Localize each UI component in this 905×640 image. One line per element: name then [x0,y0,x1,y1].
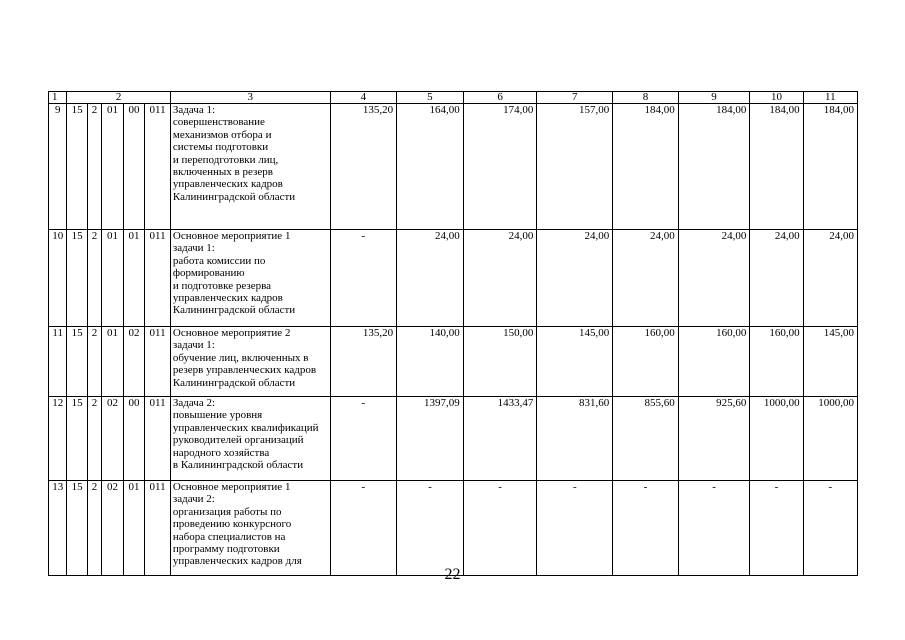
value-cell: - [678,481,750,576]
header-cell: 6 [463,92,537,104]
code-cell: 01 [123,230,145,327]
task-name-cell: Задача 2: повышение уровня управленческих квалификаций руководителей организаций народного хозяйства в Калининградской области [170,397,330,481]
code-cell: 15 [67,104,87,230]
code-cell: 2 [87,397,101,481]
code-cell: 2 [87,230,101,327]
header-cell: 11 [803,92,857,104]
value-cell: - [537,481,613,576]
code-cell: 011 [145,327,171,397]
page-number: 22 [444,566,461,583]
row-number-cell: 9 [49,104,67,230]
value-cell: - [803,481,857,576]
header-cell: 3 [170,92,330,104]
value-cell: 855,60 [613,397,679,481]
header-cell: 1 [49,92,67,104]
value-cell: 1397,09 [397,397,464,481]
value-cell: - [330,397,397,481]
table-row [49,481,858,576]
value-cell: 184,00 [750,104,803,230]
task-name-cell: Основное мероприятие 1 задачи 1: работа комиссии по формированию и подготовке резерва управленческих кадров Калининградской области [170,230,330,327]
code-cell: 011 [145,104,171,230]
header-cell: 9 [678,92,750,104]
value-cell: 24,00 [803,230,857,327]
value-cell: 184,00 [803,104,857,230]
code-cell: 02 [102,481,124,576]
value-cell: - [750,481,803,576]
value-cell: 145,00 [803,327,857,397]
header-cell: 8 [613,92,679,104]
budget-table [48,91,858,576]
header-cell: 4 [330,92,397,104]
table-row [49,104,858,230]
code-cell: 2 [87,104,101,230]
value-cell: 160,00 [678,327,750,397]
code-cell: 15 [67,230,87,327]
value-cell: 24,00 [613,230,679,327]
value-cell: 24,00 [397,230,464,327]
row-number-cell: 11 [49,327,67,397]
value-cell: 150,00 [463,327,537,397]
header-cell: 7 [537,92,613,104]
code-cell: 2 [87,327,101,397]
code-cell: 01 [102,104,124,230]
task-name-cell: Основное мероприятие 2 задачи 1: обучение лиц, включенных в резерв управленческих кадров Калининградской области [170,327,330,397]
value-cell: 145,00 [537,327,613,397]
row-number-cell: 13 [49,481,67,576]
code-cell: 2 [87,481,101,576]
code-cell: 02 [102,397,124,481]
code-cell: 02 [123,327,145,397]
row-number-cell: 12 [49,397,67,481]
table-header-row [49,92,858,104]
value-cell: 24,00 [678,230,750,327]
code-cell: 01 [102,327,124,397]
table-row [49,327,858,397]
code-cell: 15 [67,481,87,576]
code-cell: 011 [145,230,171,327]
value-cell: - [463,481,537,576]
value-cell: 831,60 [537,397,613,481]
code-cell: 00 [123,104,145,230]
table-row [49,230,858,327]
value-cell: 135,20 [330,327,397,397]
code-cell: 15 [67,397,87,481]
value-cell: 1000,00 [750,397,803,481]
header-cell: 10 [750,92,803,104]
value-cell: 1433,47 [463,397,537,481]
header-cell: 5 [397,92,464,104]
code-cell: 00 [123,397,145,481]
value-cell: 184,00 [678,104,750,230]
value-cell: - [330,481,397,576]
table-row [49,397,858,481]
value-cell: 1000,00 [803,397,857,481]
task-name-cell: Задача 1: совершенствование механизмов отбора и системы подготовки и переподготовки лиц, включенных в резерв управленческих кадров Калининградской области [170,104,330,230]
value-cell: 140,00 [397,327,464,397]
value-cell: 135,20 [330,104,397,230]
code-cell: 011 [145,481,171,576]
value-cell: 164,00 [397,104,464,230]
value-cell: 157,00 [537,104,613,230]
task-name-cell: Основное мероприятие 1 задачи 2: организация работы по проведению конкурсного набора специалистов на программу подготовки управленческих кадров для [170,481,330,576]
header-cell: 2 [67,92,170,104]
value-cell: 24,00 [537,230,613,327]
value-cell: 160,00 [613,327,679,397]
row-number-cell: 10 [49,230,67,327]
code-cell: 011 [145,397,171,481]
value-cell: - [613,481,679,576]
value-cell: 174,00 [463,104,537,230]
value-cell: - [397,481,464,576]
code-cell: 01 [123,481,145,576]
value-cell: - [330,230,397,327]
value-cell: 925,60 [678,397,750,481]
value-cell: 160,00 [750,327,803,397]
value-cell: 24,00 [463,230,537,327]
value-cell: 184,00 [613,104,679,230]
code-cell: 15 [67,327,87,397]
code-cell: 01 [102,230,124,327]
value-cell: 24,00 [750,230,803,327]
